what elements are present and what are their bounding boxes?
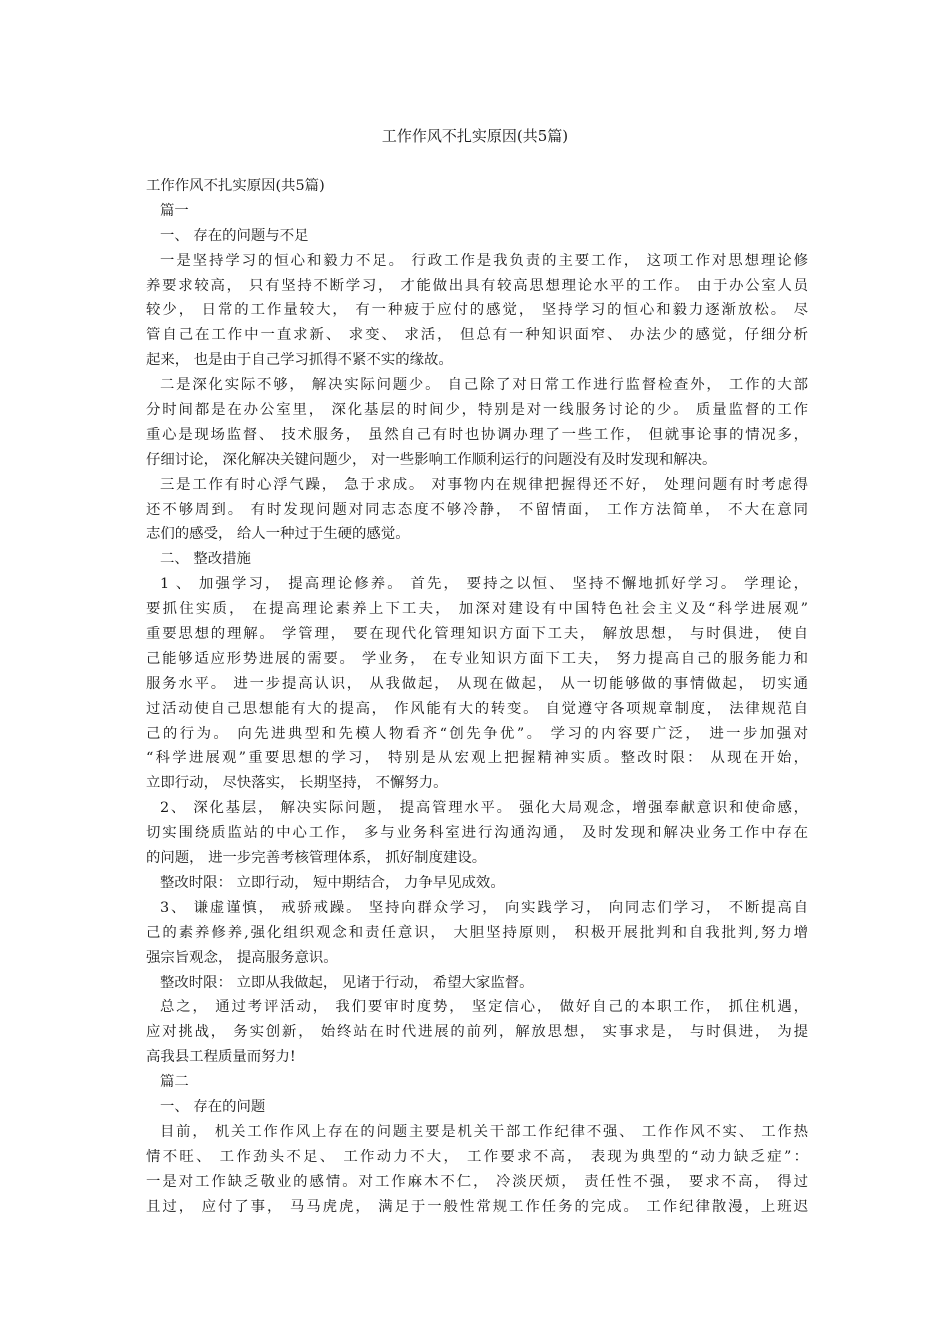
paragraph-line: 过活动使自己思想能有大的提高， 作风能有大的转变。 自觉遵守各项规章制度， 法律规范自 (146, 700, 808, 717)
paragraph-line: 重心是现场监督、 技术服务， 虽然自己有时也协调办理了一些工作， 但就事论事的情况多， (146, 426, 808, 443)
paragraph-line: 仔细讨论， 深化解决关键问题少， 对一些影响工作顺利运行的问题没有及时发现和解决。 (146, 451, 717, 468)
section-heading-line: 一、 存在的问题与不足 (160, 227, 309, 244)
paragraph-line: 重要思想的理解。 学管理， 要在现代化管理知识方面下工夫， 解放思想， 与时俱进， 使自 (146, 626, 808, 643)
section-heading-line: 二、 整改措施 (160, 551, 251, 568)
paragraph-line: 高我县工程质量而努力! (146, 1049, 296, 1066)
paragraph-line: 情不旺、 工作劲头不足、 工作动力不大， 工作要求不高， 表现为典型的“动力缺乏症”： (146, 1148, 808, 1165)
section-heading-line: 篇二 (160, 1074, 189, 1091)
document-body (146, 174, 808, 1219)
paragraph-line: 己的行为。 向先进典型和先模人物看齐“创先争优”。 学习的内容要广泛， 进一步加强对 (146, 725, 808, 742)
document-title: 工作作风不扎实原因(共5篇) (381, 127, 569, 145)
paragraph-line: 己的素养修养,强化组织观念和责任意识， 大胆坚持原则， 积极开展批判和自我批判,努力增 (146, 924, 808, 941)
paragraph-line: 服务水平。 进一步提高认识， 从我做起， 从现在做起， 从一切能够做的事情做起， 切实通 (146, 675, 808, 692)
paragraph-line: 目前， 机关工作作风上存在的问题主要是机关干部工作纪律不强、 工作作风不实、 工作热 (160, 1123, 808, 1140)
paragraph-line: “科学进展观”重要思想的学习， 特别是从宏观上把握精神实质。整改时限： 从现在开始， (146, 750, 808, 767)
paragraph-line: 一是坚持学习的恒心和毅力不足。 行政工作是我负责的主要工作， 这项工作对思想理论修 (160, 252, 808, 269)
paragraph-line: 1 、 加强学习， 提高理论修养。 首先， 要持之以恒、 坚持不懈地抓好学习。 学理论， (160, 576, 808, 593)
section-heading-line: 整改时限： 立即行动， 短中期结合， 力争早见成效。 (160, 874, 505, 891)
paragraph-line: 较少， 日常的工作量较大， 有一种疲于应付的感觉， 坚持学习的恒心和毅力逐渐放松。 尽 (146, 302, 808, 319)
paragraph-line: 2、 深化基层， 解决实际问题， 提高管理水平。 强化大局观念，增强奉献意识和使命感， (160, 800, 808, 817)
paragraph-line: 切实围绕质监站的中心工作， 多与业务科室进行沟通沟通， 及时发现和解决业务工作中存在 (146, 825, 808, 842)
paragraph-line: 立即行动， 尽快落实， 长期坚持， 不懈努力。 (146, 775, 448, 792)
paragraph-line: 管自己在工作中一直求新、 求变、 求活， 但总有一种知识面窄、 办法少的感觉，仔细分析 (146, 327, 808, 344)
section-heading-line: 一、 存在的问题 (160, 1098, 266, 1115)
paragraph-line: 应对挑战， 务实创新， 始终站在时代进展的前列，解放思想， 实事求是， 与时俱进， 为提 (146, 1024, 808, 1041)
paragraph-line: 分时间都是在办公室里， 深化基层的时间少，特别是对一线服务讨论的少。 质量监督的工作 (146, 402, 808, 419)
section-heading-line: 篇一 (160, 202, 189, 219)
paragraph-line: 且过， 应付了事， 马马虎虎， 满足于一般性常规工作任务的完成。 工作纪律散漫，上班迟 (146, 1198, 808, 1215)
paragraph-line: 强宗旨观念， 提高服务意识。 (146, 949, 338, 966)
paragraph-line: 养要求较高， 只有坚持不断学习， 才能做出具有较高思想理论水平的工作。 由于办公室人员 (146, 277, 808, 294)
paragraph-line: 己能够适应形势进展的需要。 学业务， 在专业知识方面下工夫， 努力提高自己的服务能力和 (146, 650, 808, 667)
paragraph-line: 3、 谦虚谨慎， 戒骄戒躁。 坚持向群众学习， 向实践学习， 向同志们学习， 不断提高自 (160, 899, 808, 916)
paragraph-line: 还不够周到。 有时发现问题对同志态度不够冷静， 不留情面， 工作方法简单， 不大在意同 (146, 501, 808, 518)
paragraph-line: 要抓住实质， 在提高理论素养上下工夫， 加深对建设有中国特色社会主义及“科学进展观” (146, 601, 808, 618)
paragraph-line: 志们的感受， 给人一种过于生硬的感觉。 (146, 526, 410, 543)
paragraph-line: 的问题， 进一步完善考核管理体系， 抓好制度建设。 (146, 850, 487, 867)
paragraph-line: 一是对工作缺乏敬业的感情。对工作麻木不仁， 冷淡厌烦， 责任性不强， 要求不高， 得过 (146, 1173, 808, 1190)
paragraph-line: 起来， 也是由于自己学习抓得不紧不实的缘故。 (146, 352, 453, 369)
paragraph-line: 总之， 通过考评活动， 我们要审时度势， 坚定信心， 做好自己的本职工作， 抓住机遇， (160, 999, 808, 1016)
section-heading-line: 整改时限： 立即从我做起， 见诸于行动， 希望大家监督。 (160, 974, 534, 991)
document-subtitle: 工作作风不扎实原因(共5篇) (146, 178, 325, 194)
paragraph-line: 三是工作有时心浮气躁， 急于求成。 对事物内在规律把握得还不好， 处理问题有时考虑得 (160, 476, 808, 493)
paragraph-line: 二是深化实际不够， 解决实际问题少。 自己除了对日常工作进行监督检查外， 工作的大部 (160, 377, 808, 394)
